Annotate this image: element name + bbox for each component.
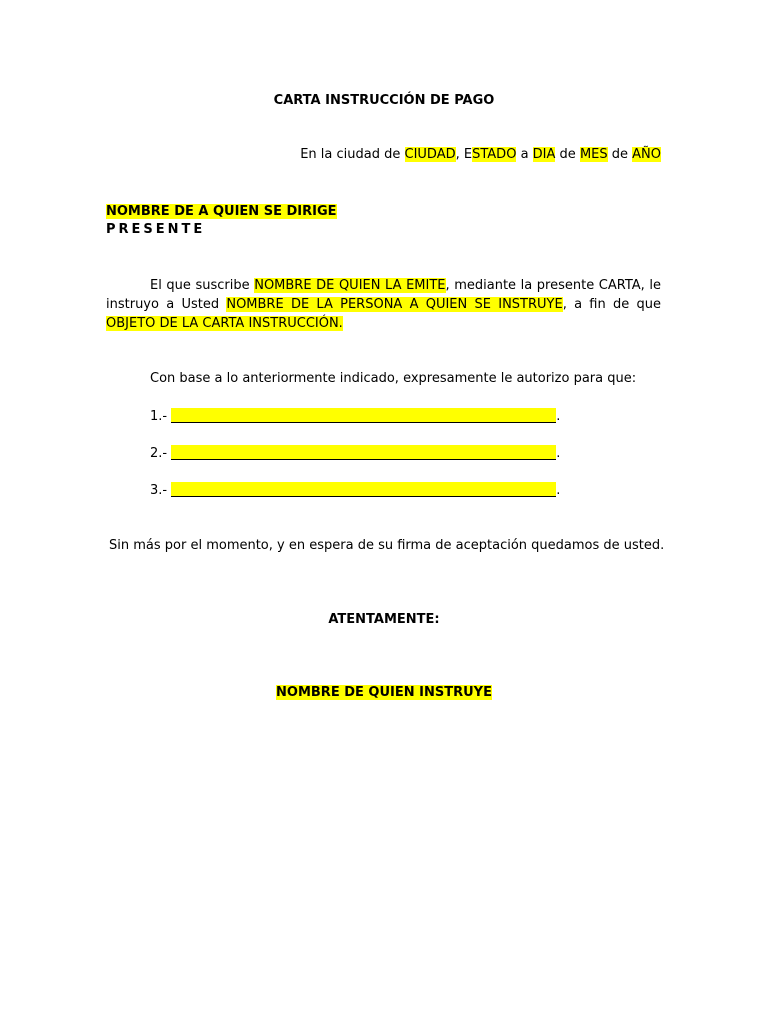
city-placeholder: CIUDAD xyxy=(404,147,456,162)
body-text-2: , mediante la presente CARTA, le instruyo a Usted xyxy=(106,278,661,312)
addressee xyxy=(106,204,337,219)
addressee-placeholder: NOMBRE DE A QUIEN SE DIRIGE xyxy=(106,204,337,219)
item-number: 1.- xyxy=(150,409,172,424)
list-item xyxy=(150,482,560,498)
presente-label: PRESENTE xyxy=(106,222,206,237)
list-item xyxy=(150,408,560,424)
item-number: 3.- xyxy=(150,483,172,498)
item-blank-line[interactable] xyxy=(171,408,556,423)
dateline-sep-1: , E xyxy=(455,147,473,162)
body-text-1: El que suscribe xyxy=(150,278,255,293)
dateline-sep-3: de xyxy=(555,147,580,162)
issuer-placeholder: NOMBRE DE QUIEN LA EMITE xyxy=(254,278,446,293)
dateline-sep-2: a xyxy=(516,147,533,162)
item-blank-line[interactable] xyxy=(171,482,556,497)
list-item xyxy=(150,445,560,461)
closing-text: Sin más por el momento, y en espera de su firma de aceptación quedamos de usted. xyxy=(109,538,665,553)
item-end: . xyxy=(556,409,561,424)
signer-placeholder: NOMBRE DE QUIEN INSTRUYE xyxy=(276,685,492,700)
dateline xyxy=(300,147,661,162)
object-placeholder: OBJETO DE LA CARTA INSTRUCCIÓN. xyxy=(106,316,343,331)
dateline-sep-4: de xyxy=(607,147,633,162)
dateline-prefix: En la ciudad de xyxy=(300,147,405,162)
signer xyxy=(0,685,768,700)
item-number: 2.- xyxy=(150,446,172,461)
atentamente-label: ATENTAMENTE: xyxy=(328,612,440,627)
item-blank-line[interactable] xyxy=(171,445,556,460)
item-end: . xyxy=(556,483,561,498)
body-text-3: , a fin de que xyxy=(562,297,661,312)
body-paragraph xyxy=(106,276,661,333)
authorization-intro: Con base a lo anteriormente indicado, expresamente le autorizo para que: xyxy=(150,371,637,386)
day-placeholder: DIA xyxy=(532,147,556,162)
instructed-placeholder: NOMBRE DE LA PERSONA A QUIEN SE INSTRUYE xyxy=(226,297,563,312)
year-placeholder: AÑO xyxy=(632,147,661,162)
state-placeholder: STADO xyxy=(472,147,517,162)
letter-title: CARTA INSTRUCCIÓN DE PAGO xyxy=(273,93,495,108)
month-placeholder: MES xyxy=(579,147,608,162)
item-end: . xyxy=(556,446,561,461)
